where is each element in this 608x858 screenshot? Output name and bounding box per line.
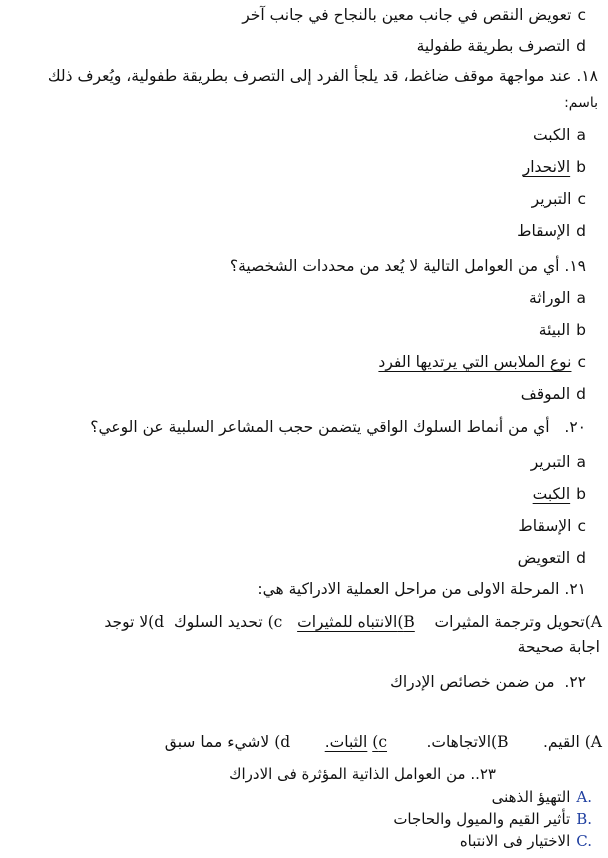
q20-option-a	[531, 451, 586, 473]
option-text: التعويض	[517, 549, 571, 567]
option-letter: b	[576, 321, 586, 339]
q21-option-d	[104, 613, 164, 631]
option-letter: c	[577, 353, 586, 371]
q19-option-a	[529, 287, 586, 309]
option-text: التهيؤ الذهنى	[491, 788, 571, 806]
option-text: تعويض النقص في جانب معين بالنجاح في جانب آخر	[242, 6, 572, 24]
q23-option-c	[460, 830, 592, 852]
option-letter: b	[576, 158, 586, 176]
q19-option-c	[378, 351, 586, 373]
option-letter: A.	[576, 788, 592, 806]
option-text: الإسقاط	[518, 517, 572, 535]
option-text: التصرف بطريقة طفولية	[416, 37, 571, 55]
option-text: لا توجد	[104, 613, 149, 631]
question-text: من العوامل الذاتية المؤثرة فى الادراك	[229, 765, 466, 783]
option-letter: a	[576, 126, 586, 144]
question-number: ١٨.	[576, 67, 598, 85]
question-text: أي من العوامل التالية لا يُعد من محددات الشخصية؟	[229, 257, 560, 275]
q21-options-row	[10, 611, 602, 633]
option-letter: d)	[274, 733, 291, 751]
q19-option-d	[521, 383, 586, 405]
option-letter: B.	[576, 810, 592, 828]
option-letter: b	[576, 485, 586, 503]
question-18-continuation: باسم:	[564, 95, 598, 111]
question-22	[390, 671, 586, 693]
q22-option-a	[543, 733, 602, 751]
question-text: المرحلة الاولى من مراحل العملية الادراكية هي:	[257, 580, 560, 598]
option-letter: c)	[267, 613, 283, 631]
option-text-answer: الثبات.	[324, 733, 368, 751]
option-letter: B)	[397, 613, 415, 631]
option-letter: B)	[491, 733, 509, 751]
option-text: الموقف	[520, 385, 571, 403]
question-18	[48, 65, 598, 87]
option-letter: A)	[584, 733, 602, 751]
question-number: ١٩.	[564, 257, 586, 275]
option-text: التبرير	[530, 453, 571, 471]
option-text-answer: الكبت	[532, 485, 571, 503]
option-letter: c)	[372, 733, 388, 751]
q22-option-d	[165, 733, 290, 751]
q21-option-c	[174, 613, 282, 631]
q20-option-d	[518, 547, 586, 569]
option-letter: d	[576, 222, 586, 240]
q18-option-c	[532, 188, 586, 210]
option-letter: c	[577, 517, 586, 535]
q23-option-a	[492, 786, 592, 808]
question-21	[257, 578, 586, 600]
option-letter: c	[577, 190, 586, 208]
option-text: الاختيار فى الانتباه	[459, 832, 571, 850]
option-letter: a	[576, 453, 586, 471]
question-text: من ضمن خصائص الإدراك	[390, 673, 555, 691]
q18-option-a	[533, 124, 586, 146]
q18-option-d	[517, 220, 586, 242]
option-text-answer: الانحدار	[522, 158, 571, 176]
option-text: تحويل وترجمة المثيرات	[434, 613, 585, 631]
option-text: الاتجاهات.	[426, 733, 492, 751]
question-20	[90, 416, 586, 438]
q22-option-c	[325, 733, 387, 751]
q19-option-b	[539, 319, 586, 341]
option-letter: d	[576, 549, 586, 567]
option-letter: d	[576, 385, 586, 403]
q22-options-row	[10, 731, 602, 753]
question-number: ٢١.	[564, 580, 586, 598]
option-letter: C.	[576, 832, 592, 850]
option-text-answer: نوع الملابس التي يرتديها الفرد	[378, 353, 572, 371]
option-text: لاشيء مما سبق	[164, 733, 270, 751]
option-text: تأثير القيم والميول والحاجات	[393, 810, 571, 828]
option-text: البيئة	[538, 321, 571, 339]
q23-option-b	[393, 808, 592, 830]
option-letter: d	[576, 37, 586, 55]
option-letter: A)	[584, 613, 602, 631]
option-letter: c	[577, 6, 586, 24]
q18-option-b	[523, 156, 586, 178]
question-number: ٢٠.	[564, 418, 586, 436]
option-text: تحديد السلوك	[174, 613, 263, 631]
question-text: عند مواجهة موقف ضاغط، قد يلجأ الفرد إلى التصرف بطريقة طفولية، ويُعرف ذلك	[47, 67, 572, 85]
q21-option-b	[297, 613, 415, 631]
q21-option-a	[435, 613, 603, 631]
option-text: التبرير	[531, 190, 572, 208]
option-text: الوراثة	[529, 289, 571, 307]
option-text: الإسقاط	[517, 222, 571, 240]
option-letter: a	[576, 289, 586, 307]
q17-option-c	[242, 4, 586, 26]
option-text: الكبت	[533, 126, 571, 144]
q21-continuation: اجابة صحيحة	[517, 638, 600, 656]
question-19	[230, 255, 586, 277]
q20-option-c	[518, 515, 586, 537]
option-letter: d)	[148, 613, 165, 631]
q22-option-b	[426, 733, 508, 751]
question-text: أي من أنماط السلوك الواقي يتضمن حجب المشاعر السلبية عن الوعي؟	[90, 418, 550, 436]
question-number: ٢٢.	[564, 673, 586, 691]
question-23	[229, 763, 496, 785]
q20-option-b	[533, 483, 586, 505]
option-text-answer: الانتباه للمثيرات	[297, 613, 398, 631]
question-number: ٢٣..	[470, 765, 496, 783]
option-text: القيم.	[543, 733, 580, 751]
q17-option-d	[417, 35, 586, 57]
